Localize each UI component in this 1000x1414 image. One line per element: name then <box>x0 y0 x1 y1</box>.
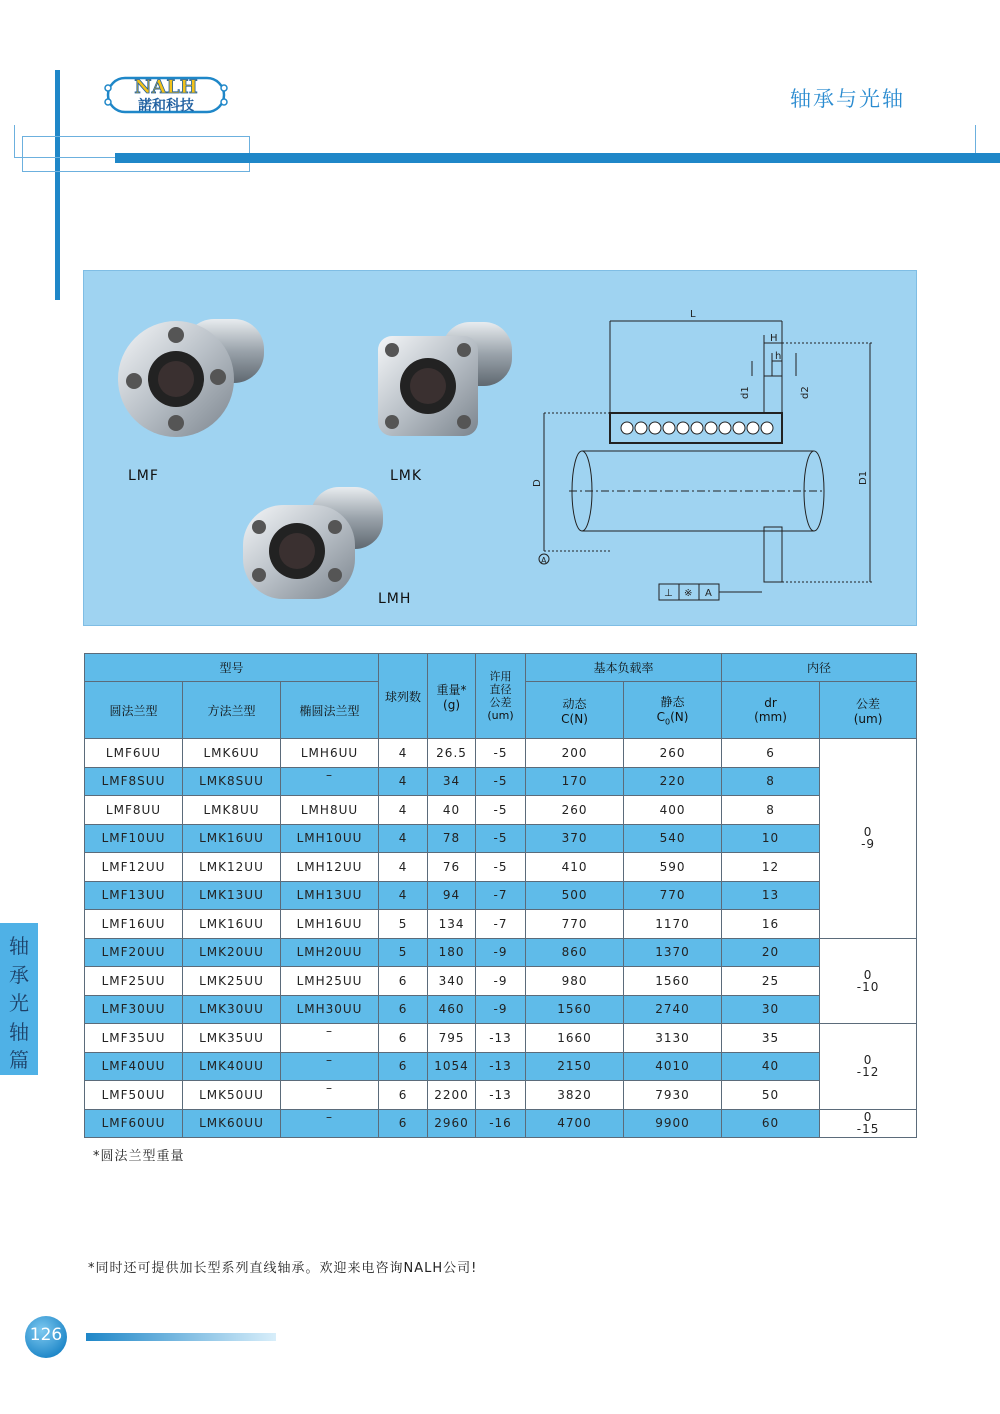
table-cell: LMK50UU <box>183 1081 281 1110</box>
table-cell: – <box>281 767 379 796</box>
header-dr <box>722 682 820 739</box>
header-oval-flange: 椭圆法兰型 <box>281 682 379 739</box>
table-cell: LMF20UU <box>85 938 183 967</box>
table-row <box>85 881 917 910</box>
table-cell: 7930 <box>624 1081 722 1110</box>
header-tol-line3: 公差 <box>489 696 512 709</box>
bore-tolerance-cell <box>820 1024 917 1110</box>
table-cell: 1560 <box>526 995 624 1024</box>
bore-tolerance-upper: 0 <box>863 967 873 982</box>
header-dr-unit: (mm) <box>754 710 787 724</box>
table-cell: 4 <box>379 853 428 882</box>
table-cell: 9900 <box>624 1109 722 1138</box>
weight-footnote: *圆法兰型重量 <box>93 1149 185 1164</box>
table-cell: 50 <box>722 1081 820 1110</box>
bore-tolerance-lower: -15 <box>856 1122 880 1137</box>
table-cell: 795 <box>428 1024 476 1053</box>
header-dynamic-unit: C(N) <box>561 711 588 726</box>
table-row <box>85 910 917 939</box>
header-bore: 内径 <box>722 654 917 682</box>
header-static <box>624 682 722 739</box>
table-cell: 460 <box>428 995 476 1024</box>
table-cell: 3820 <box>526 1081 624 1110</box>
table-cell: LMF10UU <box>85 824 183 853</box>
header-dr-label: dr <box>764 696 777 710</box>
table-cell: -9 <box>476 967 526 996</box>
header-static-unit <box>624 710 721 726</box>
table-cell: -7 <box>476 881 526 910</box>
table-cell: 2200 <box>428 1081 476 1110</box>
table-row <box>85 1109 917 1138</box>
table-cell: 4 <box>379 881 428 910</box>
table-cell: LMF16UU <box>85 910 183 939</box>
side-tab-char: 光 <box>9 991 29 1015</box>
table-row <box>85 796 917 825</box>
header-model: 型号 <box>85 654 379 682</box>
table-cell: -5 <box>476 824 526 853</box>
table-cell: 12 <box>722 853 820 882</box>
table-cell: 4 <box>379 767 428 796</box>
table-cell: 4010 <box>624 1052 722 1081</box>
table-cell: LMF50UU <box>85 1081 183 1110</box>
table-cell: -5 <box>476 796 526 825</box>
document-title: 轴承与光轴 <box>790 87 905 111</box>
table-cell: 35 <box>722 1024 820 1053</box>
table-cell: 26.5 <box>428 739 476 768</box>
table-row <box>85 938 917 967</box>
table-cell: -9 <box>476 995 526 1024</box>
table-cell: 260 <box>624 739 722 768</box>
table-cell: 860 <box>526 938 624 967</box>
table-cell: 6 <box>379 967 428 996</box>
table-cell: 2150 <box>526 1052 624 1081</box>
table-cell: 540 <box>624 824 722 853</box>
side-tab-char: 轴 <box>9 1019 29 1044</box>
spec-table <box>84 653 917 1138</box>
table-cell: 40 <box>428 796 476 825</box>
table-cell: 770 <box>526 910 624 939</box>
table-cell: LMH12UU <box>281 853 379 882</box>
table-cell: -13 <box>476 1052 526 1081</box>
table-cell: 1370 <box>624 938 722 967</box>
table-cell: 8 <box>722 796 820 825</box>
table-cell: 2960 <box>428 1109 476 1138</box>
table-cell: 1054 <box>428 1052 476 1081</box>
table-cell: – <box>281 1081 379 1110</box>
dim-D1: D1 <box>858 470 869 485</box>
lmh-label: LMH <box>378 591 412 607</box>
table-cell: 20 <box>722 938 820 967</box>
lmh-bearing-image <box>239 483 389 608</box>
dim-d1: d1 <box>740 386 751 399</box>
bore-tolerance-lower: -9 <box>861 837 876 852</box>
table-cell: 2740 <box>624 995 722 1024</box>
table-cell: LMK13UU <box>183 881 281 910</box>
header-bore-tolerance <box>820 682 917 739</box>
table-cell: LMH6UU <box>281 739 379 768</box>
table-cell: LMF8UU <box>85 796 183 825</box>
dim-D: D <box>532 479 543 487</box>
header-weight <box>428 654 476 739</box>
table-cell: 8 <box>722 767 820 796</box>
table-cell: LMF40UU <box>85 1052 183 1081</box>
table-cell: 170 <box>526 767 624 796</box>
table-cell: -5 <box>476 739 526 768</box>
dim-d2: d2 <box>800 386 811 399</box>
table-cell: 4 <box>379 796 428 825</box>
header-round-flange: 圆法兰型 <box>85 682 183 739</box>
header-square-flange: 方法兰型 <box>183 682 281 739</box>
header-static-n: (N) <box>670 710 689 725</box>
table-cell: – <box>281 1024 379 1053</box>
bore-tolerance-upper: 0 <box>863 825 873 840</box>
table-cell: 260 <box>526 796 624 825</box>
svg-text:諾和科技: 諾和科技 <box>138 98 194 114</box>
table-cell: 30 <box>722 995 820 1024</box>
table-cell: -9 <box>476 938 526 967</box>
table-cell: – <box>281 1109 379 1138</box>
table-row <box>85 824 917 853</box>
bore-tolerance-cell <box>820 938 917 1024</box>
footer-note: *同时还可提供加长型系列直线轴承。欢迎来电咨询NALH公司! <box>88 1261 478 1276</box>
table-cell: 6 <box>379 1109 428 1138</box>
footer-bar <box>86 1333 276 1341</box>
product-figure-panel <box>83 270 917 626</box>
header-band <box>115 153 1000 163</box>
table-cell: 6 <box>379 1052 428 1081</box>
side-tab-char: 承 <box>9 962 29 987</box>
side-tab-char: 轴 <box>9 934 29 958</box>
header-vertical-bar <box>55 70 60 300</box>
page-number: 126 <box>29 1325 63 1345</box>
table-cell: 5 <box>379 938 428 967</box>
tol-symbol-perp: ⊥ <box>664 588 673 599</box>
table-cell: LMF35UU <box>85 1024 183 1053</box>
table-cell: LMH20UU <box>281 938 379 967</box>
bore-tolerance-cell <box>820 739 917 939</box>
table-cell: -5 <box>476 853 526 882</box>
table-cell: 6 <box>379 1024 428 1053</box>
table-cell: LMK40UU <box>183 1052 281 1081</box>
table-cell: 6 <box>379 995 428 1024</box>
table-cell: LMF30UU <box>85 995 183 1024</box>
table-cell: 4 <box>379 824 428 853</box>
table-row <box>85 739 917 768</box>
table-row <box>85 995 917 1024</box>
table-cell: -16 <box>476 1109 526 1138</box>
header-weight-label: 重量* <box>436 682 467 697</box>
header-tolerance <box>476 654 526 739</box>
table-cell: LMK8SUU <box>183 767 281 796</box>
lmf-label: LMF <box>128 468 159 484</box>
table-cell: LMK25UU <box>183 967 281 996</box>
table-cell: -13 <box>476 1024 526 1053</box>
dim-L: L <box>690 309 696 320</box>
table-cell: LMF13UU <box>85 881 183 910</box>
table-cell: 340 <box>428 967 476 996</box>
table-cell: LMF6UU <box>85 739 183 768</box>
table-cell: LMH30UU <box>281 995 379 1024</box>
header-bore-tol-unit: (um) <box>853 711 883 726</box>
header-bore-tol-label: 公差 <box>856 696 881 711</box>
table-cell: 5 <box>379 910 428 939</box>
table-row <box>85 1024 917 1053</box>
bore-tolerance-upper: 0 <box>863 1053 873 1068</box>
table-cell: 34 <box>428 767 476 796</box>
table-cell: 25 <box>722 967 820 996</box>
table-cell: 400 <box>624 796 722 825</box>
table-cell: 134 <box>428 910 476 939</box>
bore-tolerance-lower: -10 <box>856 979 880 994</box>
table-row <box>85 1081 917 1110</box>
tol-symbol-A: A <box>705 588 712 599</box>
table-cell: LMK8UU <box>183 796 281 825</box>
bore-tolerance-lower: -12 <box>856 1065 880 1080</box>
table-cell: LMH8UU <box>281 796 379 825</box>
table-cell: LMF8SUU <box>85 767 183 796</box>
table-cell: LMH10UU <box>281 824 379 853</box>
table-cell: 4700 <box>526 1109 624 1138</box>
header-static-label: 静态 <box>660 695 685 710</box>
table-cell: 590 <box>624 853 722 882</box>
table-cell: LMK20UU <box>183 938 281 967</box>
table-cell: LMK12UU <box>183 853 281 882</box>
table-cell: LMF25UU <box>85 967 183 996</box>
header-tol-unit: (um) <box>487 709 514 722</box>
header-tol-line1: 许用 <box>489 670 512 683</box>
table-row <box>85 1052 917 1081</box>
table-cell: LMH13UU <box>281 881 379 910</box>
dim-h: h <box>775 351 782 362</box>
table-cell: -13 <box>476 1081 526 1110</box>
table-cell: 94 <box>428 881 476 910</box>
section-side-tab <box>0 923 38 1075</box>
table-cell: 1660 <box>526 1024 624 1053</box>
header-weight-unit: (g) <box>443 697 461 712</box>
table-cell: LMK6UU <box>183 739 281 768</box>
table-cell: 13 <box>722 881 820 910</box>
table-cell: 180 <box>428 938 476 967</box>
table-cell: 980 <box>526 967 624 996</box>
table-cell: LMK60UU <box>183 1109 281 1138</box>
table-cell: 76 <box>428 853 476 882</box>
table-cell: LMK16UU <box>183 824 281 853</box>
table-cell: 200 <box>526 739 624 768</box>
side-tab-char: 篇 <box>9 1048 29 1072</box>
table-cell: LMH25UU <box>281 967 379 996</box>
table-row <box>85 967 917 996</box>
tol-symbol-star: ※ <box>684 588 693 599</box>
table-cell: 40 <box>722 1052 820 1081</box>
datum-A: A <box>541 556 547 565</box>
table-cell: 78 <box>428 824 476 853</box>
table-cell: LMK30UU <box>183 995 281 1024</box>
table-row <box>85 853 917 882</box>
header-dynamic-label: 动态 <box>562 696 587 711</box>
bore-tolerance-upper: 0 <box>863 1110 873 1125</box>
table-cell: -5 <box>476 767 526 796</box>
header-ball-rows: 球列数 <box>379 654 428 739</box>
lmf-bearing-image <box>114 311 274 441</box>
table-cell: 4 <box>379 739 428 768</box>
company-logo <box>102 72 230 118</box>
bore-tolerance-cell <box>820 1109 917 1138</box>
dim-H: H <box>770 333 778 344</box>
header-static-c: C <box>656 710 666 725</box>
table-cell: LMF60UU <box>85 1109 183 1138</box>
table-cell: 1170 <box>624 910 722 939</box>
table-cell: LMK35UU <box>183 1024 281 1053</box>
table-cell: -7 <box>476 910 526 939</box>
table-cell: 770 <box>624 881 722 910</box>
table-cell: 500 <box>526 881 624 910</box>
svg-text:NALH: NALH <box>134 76 198 98</box>
table-cell: 370 <box>526 824 624 853</box>
table-cell: 410 <box>526 853 624 882</box>
table-cell: 1560 <box>624 967 722 996</box>
lmk-bearing-image <box>372 316 522 446</box>
lmk-label: LMK <box>390 468 423 484</box>
table-row <box>85 767 917 796</box>
table-cell: 6 <box>722 739 820 768</box>
table-cell: 6 <box>379 1081 428 1110</box>
table-cell: 3130 <box>624 1024 722 1053</box>
table-cell: LMH16UU <box>281 910 379 939</box>
table-cell: 60 <box>722 1109 820 1138</box>
table-cell: 16 <box>722 910 820 939</box>
table-cell: 10 <box>722 824 820 853</box>
dimension-drawing <box>524 301 884 611</box>
table-cell: 220 <box>624 767 722 796</box>
header-tol-line2: 直径 <box>489 683 512 696</box>
header-dynamic <box>526 682 624 739</box>
header-load-rating: 基本负载率 <box>526 654 722 682</box>
table-cell: LMK16UU <box>183 910 281 939</box>
table-cell: – <box>281 1052 379 1081</box>
header-static-sub: 0 <box>665 717 671 727</box>
table-cell: LMF12UU <box>85 853 183 882</box>
